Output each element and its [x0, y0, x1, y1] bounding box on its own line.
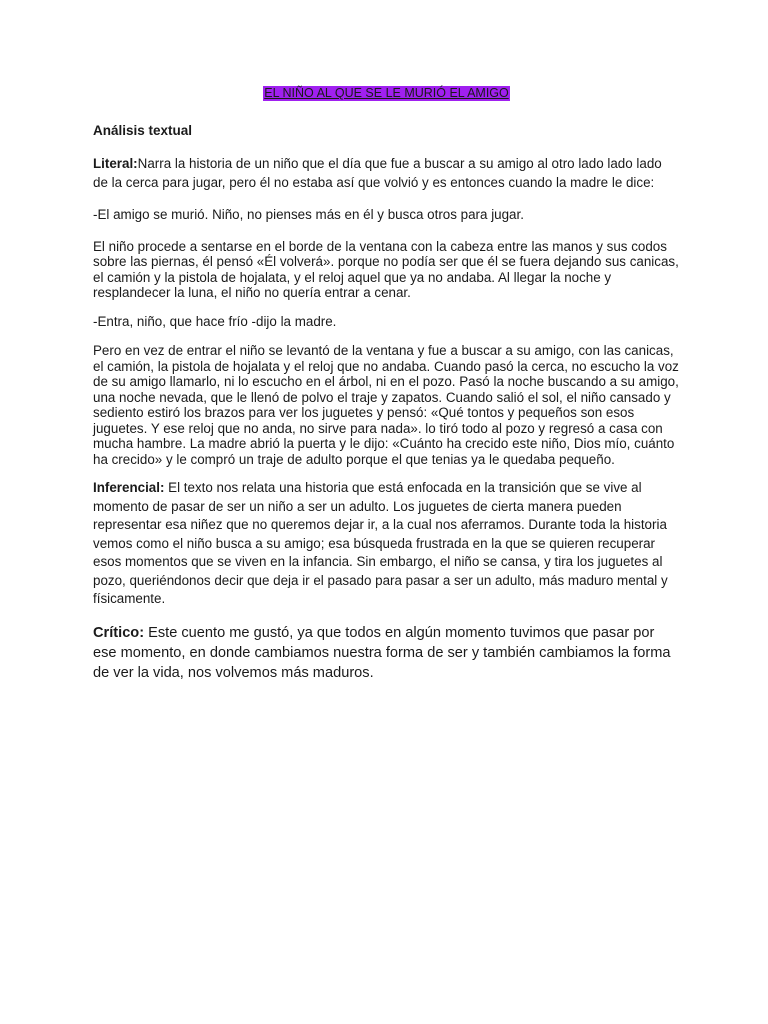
document-title: EL NIÑO AL QUE SE LE MURIÓ EL AMIGO — [264, 86, 509, 100]
inferencial-text: El texto nos relata una historia que está enfocada en la transición que se vive al momento de pasar de ser un niño a ser un adulto. Los juguetes de cierta manera pueden representar esa niñez que no queremos dejar ir, a la cual nos aferramos. Durante toda la historia vemos como el niño busca a su amigo; esa búsqueda frustrada en la que se quieren recuperar esos momentos que se viven en la infancia. Sin embargo, el niño se cansa, y tira los juguetes al pozo, queriéndonos decir que deja ir el pasado para pasar a ser un adulto, más maduro mental y físicamente. — [93, 480, 668, 606]
story-paragraph-2: El niño procede a sentarse en el borde de la ventana con la cabeza entre las manos y sus codos sobre las piernas, él pensó «Él volverá». porque no podía ser que él se fuera dejando sus canicas, el camión y la pistola de hojalata, y el reloj aquel que ya no andaba. Al llegar la noche y resplandecer la luna, el niño no quería entrar a cenar. — [93, 238, 679, 300]
inferencial-label: Inferencial: — [93, 480, 165, 495]
critico-text: Este cuento me gustó, ya que todos en algún momento tuvimos que pasar por ese momento, en donde cambiamos nuestra forma de ser y también cambiamos la forma de ver la vida, nos volvemos más maduros. — [93, 624, 671, 681]
literal-text: Narra la historia de un niño que el día que fue a buscar a su amigo al otro lado lado lado de la cerca para jugar, pero él no estaba así que volvió y es entonces cuando la madre le dice: — [93, 156, 662, 190]
critico-label: Crítico: — [93, 624, 145, 641]
literal-label: Literal: — [93, 156, 138, 171]
dialog-line-2: -Entra, niño, que hace frío -dijo la madre. — [93, 313, 337, 329]
critico-paragraph — [93, 623, 680, 683]
literal-paragraph — [93, 155, 680, 192]
section-heading: Análisis textual — [93, 123, 193, 138]
title-container — [93, 84, 680, 102]
story-paragraph-3: Pero en vez de entrar el niño se levantó de la ventana y fue a buscar a su amigo, con las canicas, el camión, la pistola de hojalata y el reloj que no andaba. Cuando pasó la cerca, no escucho la voz de su amigo llamarlo, ni lo escucho en el árbol, ni en el pozo. Pasó la noche buscando a su amigo, una noche nevada, que le llenó de polvo el traje y zapatos. Cuando salió el sol, el niño cansado y sediento estiró los brazos para ver los juguetes y pensó: «Qué tontos y pequeños son esos juguetes. Y ese reloj que no anda, no sirve para nada». lo tiró todo al pozo y regresó a casa con mucha hambre. La madre abrió la puerta y le dijo: «Cuánto ha crecido este niño, Dios mío, cuánto ha crecido» y le compró un traje de adulto porque el que tenias ya le quedaba pequeño. — [93, 343, 679, 467]
inferencial-paragraph — [93, 479, 680, 609]
dialog-line-1: -El amigo se murió. Niño, no pienses más en él y busca otros para jugar. — [93, 207, 524, 222]
